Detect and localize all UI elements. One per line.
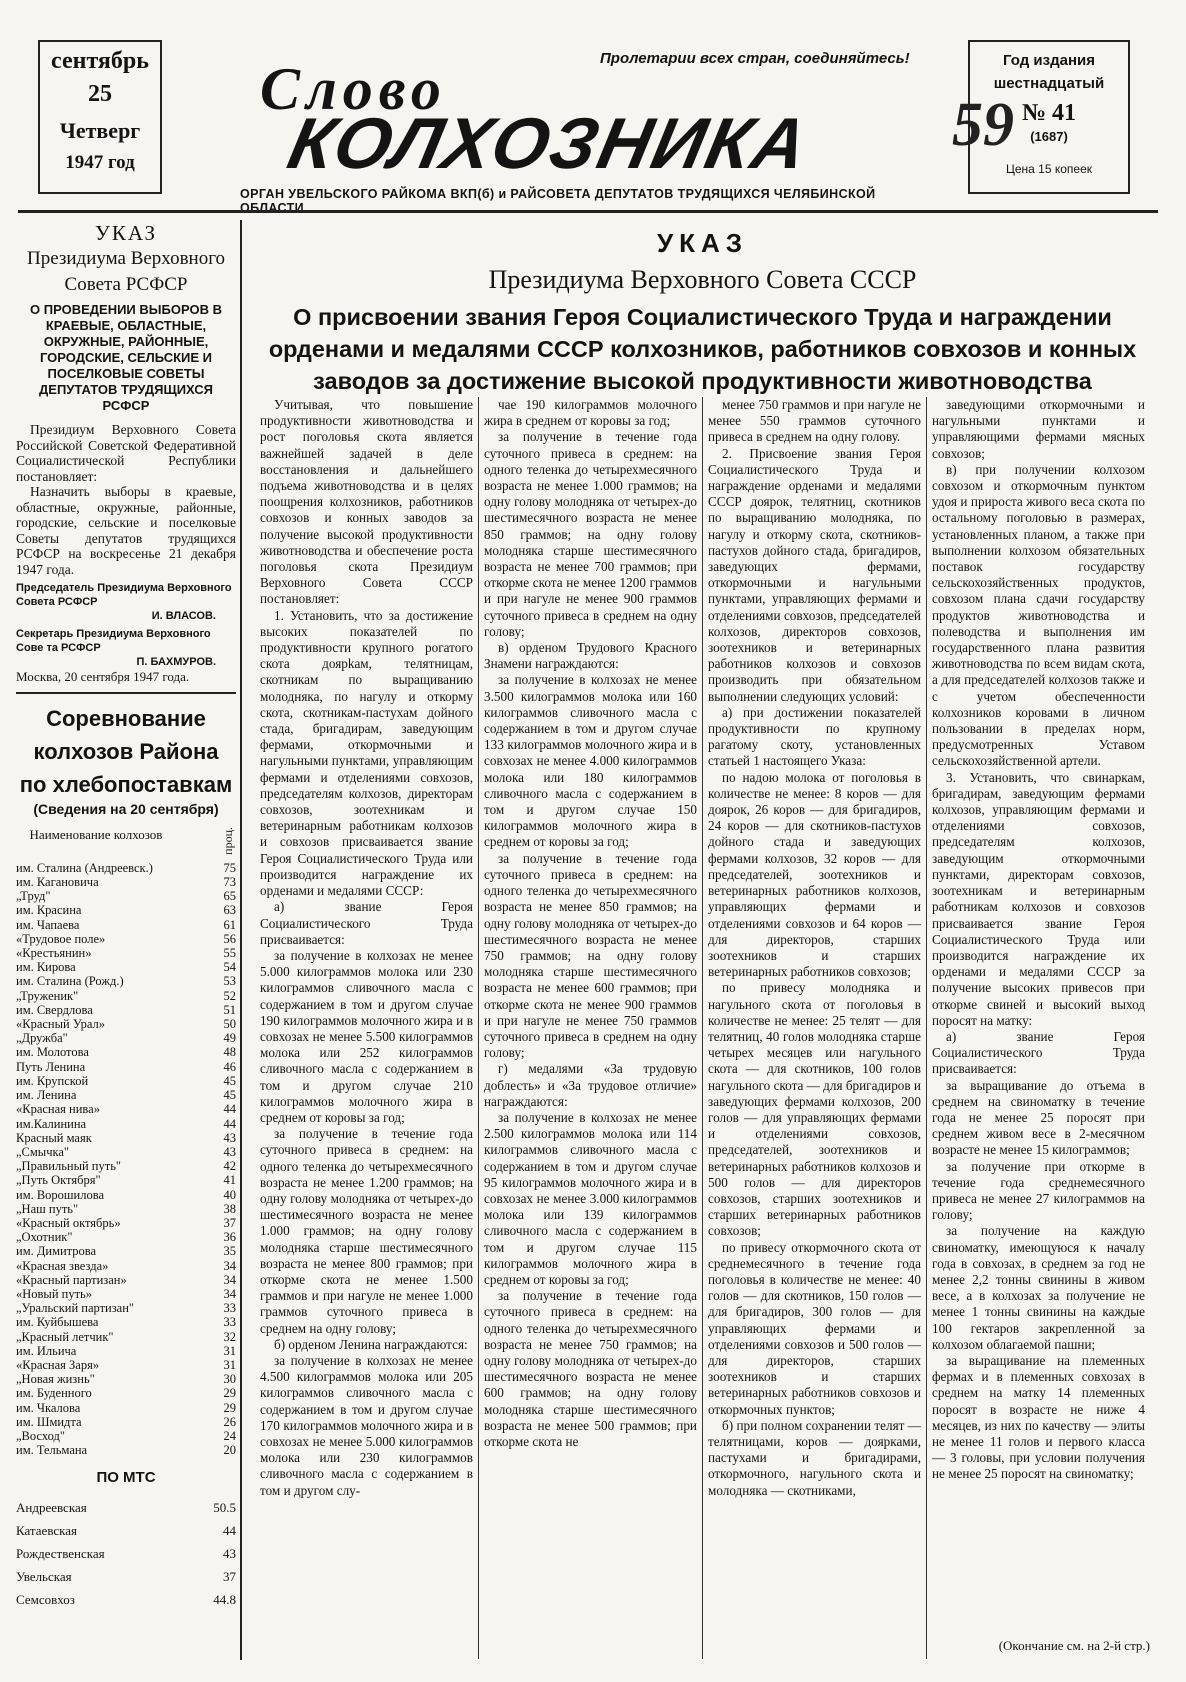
article-paragraph: а) звание Героя Социалистического Труда присваивается: [932,1028,1145,1077]
rsfsr-soviet: Совета РСФСР [64,274,188,295]
article-paragraph: за выращивание на племенных фермах и в племенных совхозах в среднем на матку 14 племенных поросят в возрасте не ниже 4 месяцев, из них по качеству — элиты не менее 11 голов и первого класса — 3 головы, при условии получения не менее 25 поросят на свиноматку; [932,1352,1145,1482]
signer-2 [16,627,236,669]
mts-row-pct: 50.5 [213,1500,236,1516]
kolkhoz-row-name: «Красный партизан» [16,1272,127,1287]
article-paragraph: за получение в течение года суточного привеса в среднем: на одного теленка до четырехмесячного возраста не менее 1.000 граммов; на одну голову молодняка от четырех-до шестимесячного возраста не менее 850 граммов; на одну голову молодняка старше шестимесячного возраста не менее 700 граммов; при откорме скота не менее 1200 граммов и при нагуле не менее 900 граммов суточного привеса в среднем на одну голову; [484,429,697,639]
kolkhoz-row-name: «Красная нива» [16,1102,100,1117]
kolkhoz-col-pct: проц. [221,827,235,855]
article-paragraph: за получение при откорме в течение года среднемесячного привеса не менее 27 килограммов на голову; [932,1158,1145,1223]
kolkhoz-row-name: им. Свердлова [16,1002,93,1017]
kolkhoz-row-pct: 44 [223,1102,236,1117]
kolkhoz-row [16,1017,236,1031]
kolkhoz-row-pct: 50 [223,1017,236,1032]
kolkhoz-row-pct: 53 [223,974,236,989]
kolkhoz-row [16,1358,236,1372]
mts-row-name: Катаевская [16,1523,78,1539]
handwritten-mark: 59 [952,91,1014,159]
article-paragraph: за получение в колхозах не менее 3.500 килограммов молока или 160 килограммов сливочного масла с содержанием в том и другом случае 133 килограммов молочного жира и в совхозах не менее 4.000 килограммов молока или 180 килограммов сливочного масла с содержанием в том и другом случае 150 килограммов молочного жира в среднем от коровы за год; [484,672,697,850]
article-paragraph: 2. Присвоение звания Героя Социалистического Труда и награждение орденами и медалями СССР доярок, телятниц, скотников по выращиванию молодняка, по нагулу и откорму скота, скотников-пастухов дойного стада, бригадиров, заведующих фермами, откормочными и нагульными пунктами, управляющих фермами и отделениями совхозов, председателей колхозов, директоров совхозов, зоотехников и ветеринарных работников колхозов и совхозов производить при обязательном выполнении следующих условий: [708,445,921,704]
mts-row-pct: 44.8 [213,1592,236,1608]
kolkhoz-row-pct: 55 [223,946,236,961]
signer-2-name: П. БАХМУРОВ. [136,656,216,668]
signer-2-title: Секретарь Президиума Верховного Сове та РСФСР [16,628,211,654]
motto: Пролетарии всех стран, соединяйтесь! [600,50,910,67]
kolkhoz-row [16,1117,236,1131]
article-paragraph: чае 190 килограммов молочного жира в среднем от коровы за год; [484,397,697,429]
kolkhoz-row-pct: 31 [223,1357,236,1372]
kolkhoz-row-name: им. Куйбышева [16,1315,99,1330]
kolkhoz-row-pct: 75 [223,860,236,875]
date-month: сентябрь [51,48,149,74]
kolkhoz-row [16,903,236,917]
kolkhoz-row-pct: 33 [223,1301,236,1316]
kolkhoz-row-name: им. Молотова [16,1045,89,1060]
kolkhoz-row [16,1259,236,1273]
article-paragraph: 3. Установить, что свинаркам, бригадирам, заведующим фермами колхозов, управляющим фермами и отделениями совхозов, председателям колхозов, заведующим откормочными пунктами, директорам совхозов, зоотехникам и ветеринарным работникам колхозов и совхозов присваивается звание Героя Социалистического Труда или производится награждение их орденами и медалями СССР за получение высоких привесов при откорме свиней и высокий выход поросят на матку: [932,769,1145,1028]
article-paragraph: в) орденом Трудового Красного Знамени награждаются: [484,640,697,672]
newspaper-logo [230,55,950,195]
kolkhoz-row [16,1372,236,1386]
kolkhoz-row-pct: 45 [223,1088,236,1103]
article-paragraph: за получение в течение года суточного привеса в среднем: на одного теленка до четырехмесячного возраста не менее 850 граммов; на одну голову молодняка от четырех-до шестимесячного возраста не менее 750 граммов; на одну голову молодняка старше шестимесячного возраста не менее 600 граммов; при откорме скота не менее 900 граммов и при нагуле не менее 750 граммов суточного привеса в среднем на одну голову; [484,850,697,1061]
article-paragraph: за получение в течение года суточного привеса в среднем: на одного теленка до четырехмесячного возраста не менее 750 граммов; на одну голову молодняка от четырех-до шестимесячного возраста не менее 600 граммов; на одну голову молодняка старше шестимесячного возраста не менее 500 граммов; при откорме скота не [484,1288,697,1449]
kolkhoz-row-pct: 31 [223,1343,236,1358]
kolkhoz-row-name: им. Сталина (Андреевск.) [16,860,153,875]
kolkhoz-row-name: „Наш путь" [16,1201,79,1216]
kolkhoz-row-pct: 35 [223,1244,236,1259]
article-paragraph: а) звание Героя Социалистического Труда присваивается: [260,899,473,947]
kolkhoz-row [16,1301,236,1315]
masthead-rule [18,210,1158,213]
kolkhoz-row [16,1216,236,1230]
kolkhoz-row-pct: 20 [223,1443,236,1458]
kolkhoz-row-name: им. Кирова [16,960,76,975]
kolkhoz-row-name: им. Сталина (Рожд.) [16,974,124,989]
continuation-note: (Окончание см. на 2-й стр.) [998,1638,1150,1653]
kolkhoz-row-name: им. Красина [16,903,82,918]
kolkhoz-row-name: «Трудовое поле» [16,931,106,946]
signer-1-name: И. ВЛАСОВ. [151,610,216,622]
kolkhoz-row [16,1443,236,1457]
kolkhoz-row-name: „Правильный путь" [16,1159,122,1174]
article-paragraph: менее 750 граммов и при нагуле не менее 550 граммов суточного привеса в среднем на одну голову. [708,397,921,445]
kolkhoz-row [16,960,236,974]
logo-word-1: Слово [260,56,447,122]
article-paragraph: в) при получении колхозом совхозом и откормочным пунктом удоя и прироста живого веса скота по остальному поголовью в размерах, установленных планом, а также при выполнении колхозом обязательных поставок государству сельскохозяйственных продуктов, совхозом плана сдачи государству продуктов животноводства и полеводства и выполнения им государственного плана развития животноводства по всем видам скота, а для председателей колхозов также и с учетом обеспеченности колхозников коровами в личном пользовании в пределах норм, предусмотренных Уставом сельскохозяйственной артели. [932,461,1145,769]
kolkhoz-row-name: „Труд" [16,889,51,904]
kolkhoz-row [16,1188,236,1202]
kolkhoz-row-pct: 24 [223,1428,236,1443]
kolkhoz-row-pct: 65 [223,889,236,904]
year-label: Год издания [1003,52,1095,69]
kolkhoz-row-pct: 73 [223,875,236,890]
mts-row [16,1496,236,1519]
kolkhoz-row-pct: 42 [223,1159,236,1174]
kolkhoz-row-pct: 41 [223,1173,236,1188]
article-paragraph: по привесу откормочного скота от среднемесячного в течение года поголовья в количестве не менее: 40 голов — для скотников, 150 голов — для бригадиров, 300 голов — для управляющих фермами и отделениями совхозов и 500 голов — для директоров, старших зоотехников и старших ветеринарных работников совхозов и откормочных пунктов; [708,1239,921,1417]
date-box [38,40,162,194]
kolkhoz-row [16,1102,236,1116]
kolkhoz-row [16,1045,236,1059]
mts-row [16,1588,236,1611]
mts-row [16,1519,236,1542]
mts-row-name: Семсовхоз [16,1592,75,1608]
kolkhoz-row-name: „Смычка" [16,1144,70,1159]
price: Цена 15 копеек [1005,162,1093,176]
article-paragraph: б) орденом Ленина награждаются: [274,1336,468,1352]
article-paragraph: за получение в колхозах не менее 5.000 килограммов молока или 230 килограммов сливочного масла с содержанием в том и другом случае 190 килограммов молочного жира и в совхозах не менее 5.500 килограммов молока или 252 килограммов сливочного масла с содержанием в том и другом случае 210 килограммов молочного жира в среднем от коровы за год; [260,947,473,1125]
competition-title-2: колхозов Района [33,739,219,764]
kolkhoz-row [16,1145,236,1159]
kolkhoz-row-pct: 32 [223,1329,236,1344]
kolkhoz-row-pct: 46 [223,1059,236,1074]
competition-title [16,702,236,801]
left-column [16,220,236,1660]
kolkhoz-row [16,1401,236,1415]
rsfsr-decree-heading: О ПРОВЕДЕНИИ ВЫБОРОВ В КРАЕВЫЕ, ОБЛАСТНЫЕ, ОКРУЖНЫЕ, РАЙОННЫЕ, ГОРОДСКИЕ, СЕЛЬСКИЕ И ПОСЕЛКОВЫЕ СОВЕТЫ ДЕПУТАТОВ ТРУДЯЩИХСЯ РСФСР [30,302,222,413]
kolkhoz-row [16,1344,236,1358]
mts-row [16,1565,236,1588]
mts-row-name: Рождественская [16,1546,105,1562]
kolkhoz-list [16,861,236,1458]
kolkhoz-row-pct: 26 [223,1414,236,1429]
signer-1 [16,581,236,623]
kolkhoz-row-pct: 49 [223,1031,236,1046]
competition-subtitle: (Сведения на 20 сентября) [33,801,219,817]
article-paragraph: Учитывая, что повышение продуктивности животноводства и рост поголовья скота является важнейшей задачей в деле восстановления и дальнейшего подъема животноводства и в целях поощрения колхозников, работников совхозов и конных заводов за получение высокой продуктивности животноводства и обеспечение роста поголовья скота Президиум Верховного Совета СССР постановляет: [260,397,473,607]
kolkhoz-row [16,1230,236,1244]
kolkhoz-row-pct: 43 [223,1130,236,1145]
rsfsr-presidium: Президиума Верховного [26,248,226,269]
article-column-1 [255,397,478,1659]
kolkhoz-row [16,932,236,946]
kolkhoz-row-pct: 34 [223,1258,236,1273]
date-year: 1947 год [65,152,135,173]
date-weekday: Четверг [59,118,141,143]
kolkhoz-row-name: „Охотник" [16,1230,73,1245]
main-article [245,220,1160,1660]
kolkhoz-row-name: им. Димитрова [16,1244,97,1259]
ussr-presidium: Президиума Верховного Совета СССР [488,265,917,294]
kolkhoz-row-name: «Красная Заря» [16,1357,100,1372]
kolkhoz-row-pct: 34 [223,1272,236,1287]
kolkhoz-row [16,1330,236,1344]
kolkhoz-row-pct: 43 [223,1144,236,1159]
kolkhoz-row [16,1060,236,1074]
kolkhoz-row-name: им. Кагановича [16,875,99,890]
ussr-ukaz: УКАЗ [656,228,749,258]
kolkhoz-row [16,1159,236,1173]
article-paragraph: по привесу молодняка и нагульного скота от поголовья в количестве не менее: 25 телят — для телятниц, 40 голов молодняка старше четырех месяцев или нагульного скота — для скотников, 100 голов нагульного скота — для бригадиров и заведующих фермами колхозов, 200 голов — для управляющих фермами и отделениями совхозов, председателей, зоотехников и ветеринарных работников колхозов и 500 голов — для директоров совхозов, старших зоотехников и старших ветеринарных работников совхозов; [708,980,921,1239]
article-headline: О присвоении звания Героя Социалистического Труда и награждении орденами и медалями СССР колхозников, работников совхозов и конных заводов за достижение высокой продуктивности животноводства [268,304,1137,394]
issue-number: № 41 [1021,100,1077,126]
kolkhoz-row-pct: 45 [223,1073,236,1088]
kolkhoz-row-name: им. Ленина [16,1088,77,1103]
article-paragraph: за получение в колхозах не менее 4.500 килограммов молока или 205 килограммов сливочного масла с содержанием в том и другом случае 170 килограммов молочного жира и в совхозах не менее 5.000 килограммов молока или 230 килограммов сливочного масла с содержанием в том и другом слу- [260,1352,473,1498]
mts-row-pct: 43 [223,1546,236,1562]
kolkhoz-row-pct: 48 [223,1045,236,1060]
article-paragraph: г) медалями «За трудовую доблесть» и «За трудовое отличие» награждаются: [484,1061,697,1109]
kolkhoz-row-pct: 36 [223,1230,236,1245]
kolkhoz-row-pct: 29 [223,1386,236,1401]
article-paragraph: по надою молока от поголовья в количестве не менее: 8 коров — для доярок, 26 коров — для бригадиров, 24 коров — для скотников-пастухов дойного стада и заведующих фермами колхозов, 32 коров — для председателей, зоотехников и ветеринарных работников колхозов, управляющих фермами и отделениями совхозов и 64 коров — для директоров, старших зоотехников и старших ветеринарных работников совхозов; [708,769,921,980]
article-paragraph: заведующими откормочными и нагульными пунктами и управляющими фермами мясных совхозов; [932,397,1145,461]
kolkhoz-row-name: „Уральский партизан" [16,1301,135,1316]
article-paragraph: б) при полном сохранении телят — телятницами, коров — доярками, пастухами и бригадирами, откормочного, нагульного скота и молодняка — скотниками, [708,1417,921,1498]
kolkhoz-row [16,974,236,988]
kolkhoz-row-pct: 61 [223,917,236,932]
kolkhoz-row-name: „Новая жизнь" [16,1372,95,1387]
kolkhoz-row-pct: 37 [223,1215,236,1230]
kolkhoz-row-name: им.Калинина [16,1116,87,1131]
mts-row-name: Увельская [16,1569,72,1585]
organ-line: ОРГАН УВЕЛЬСКОГО РАЙКОМА ВКП(б) и РАЙСОВЕТА ДЕПУТАТОВ ТРУДЯЩИХСЯ ЧЕЛЯБИНСКОЙ ОБЛАСТИ [240,187,876,215]
kolkhoz-row-name: им. Буденного [16,1386,92,1401]
article-columns [255,397,1155,1659]
column-rule [240,220,242,1660]
kolkhoz-row [16,1173,236,1187]
competition-title-3: по хлебопоставкам [19,772,233,797]
kolkhoz-row-name: им. Крупской [16,1073,89,1088]
kolkhoz-row [16,918,236,932]
kolkhoz-row-name: Красный маяк [16,1130,92,1145]
kolkhoz-row [16,1287,236,1301]
divider [16,692,236,694]
kolkhoz-row [16,889,236,903]
mts-list [16,1496,236,1611]
kolkhoz-row-name: „Путь Октября" [16,1173,101,1188]
mts-row [16,1542,236,1565]
logo-word-2: КОЛХОЗНИКА [281,104,816,184]
kolkhoz-row-pct: 63 [223,903,236,918]
kolkhoz-row [16,1415,236,1429]
article-column-4 [926,397,1150,1659]
kolkhoz-row [16,1244,236,1258]
mts-row-pct: 44 [223,1523,236,1539]
kolkhoz-row-pct: 38 [223,1201,236,1216]
article-paragraph: за выращивание до отъема в среднем на свиноматку в течение года не менее 25 поросят при среднем живом весе в 2-месячном возрасте не менее 15 килограммов; [932,1077,1145,1158]
year-value: шестнадцатый [993,75,1105,92]
article-column-2 [478,397,702,1659]
mts-row-name: Андреевская [16,1500,87,1516]
kolkhoz-row-pct: 54 [223,960,236,975]
kolkhoz-row-pct: 34 [223,1286,236,1301]
kolkhoz-row-name: «Красный Урал» [16,1017,105,1032]
kolkhoz-row [16,1386,236,1400]
kolkhoz-row-name: „Труженик" [16,988,79,1003]
kolkhoz-row-pct: 51 [223,1002,236,1017]
kolkhoz-row [16,1003,236,1017]
kolkhoz-row [16,1273,236,1287]
issue-total: (1687) [1030,129,1068,144]
rsfsr-decree-title [16,220,236,298]
kolkhoz-row-name: „Дружба" [16,1031,68,1046]
kolkhoz-row-pct: 33 [223,1315,236,1330]
competition-title-1: Соревнование [46,706,206,731]
kolkhoz-col-name: Наименование колхозов [29,827,163,842]
kolkhoz-row [16,1315,236,1329]
kolkhoz-row [16,1088,236,1102]
kolkhoz-row [16,1074,236,1088]
kolkhoz-row-name: им. Шмидта [16,1414,82,1429]
kolkhoz-row-name: им. Ильича [16,1343,77,1358]
kolkhoz-table-header [16,827,236,855]
kolkhoz-row [16,1202,236,1216]
kolkhoz-row [16,861,236,875]
kolkhoz-row-pct: 40 [223,1187,236,1202]
mts-title: ПО МТС [96,1469,156,1487]
kolkhoz-row-pct: 52 [223,988,236,1003]
kolkhoz-row-pct: 30 [223,1372,236,1387]
article-paragraph: за получение на каждую свиноматку, имеющуюся к началу года в совхозах, в среднем за год не менее 2,2 тонны свинины в живом весе, а в колхозах за получение не менее 1 тонны свинины на каждые 100 гектаров закрепленной за колхозом облагаемой пашни; [932,1223,1145,1352]
kolkhoz-row [16,875,236,889]
kolkhoz-row-pct: 44 [223,1116,236,1131]
kolkhoz-row [16,989,236,1003]
article-column-3 [702,397,926,1659]
place-date: Москва, 20 сентября 1947 года. [16,669,190,684]
kolkhoz-row-name: „Восход" [16,1428,65,1443]
mts-row-pct: 37 [223,1569,236,1585]
kolkhoz-row-name: им. Ворошилова [16,1187,105,1202]
kolkhoz-row-name: «Крестьянин» [16,946,92,961]
article-paragraph: а) при достижении показателей продуктивности по крупному рагатому скоту, установленных статьей 1 настоящего Указа: [708,704,921,769]
kolkhoz-row-name: им. Чапаева [16,917,80,932]
kolkhoz-row-name: им. Тельмана [16,1443,88,1458]
kolkhoz-row-name: „Красный летчик" [16,1329,114,1344]
kolkhoz-row-name: «Красная звезда» [16,1258,109,1273]
kolkhoz-row-name: «Красный октябрь» [16,1215,121,1230]
kolkhoz-row-pct: 56 [223,931,236,946]
rsfsr-decree-body-1: Президиум Верховного Совета Российской Советской Федеративной Социалистической Республики постановляет: [16,422,236,484]
date-day: 25 [88,81,112,107]
article-paragraph: за получение в течение года суточного привеса в среднем: на одного теленка до четырехмесячного возраста не менее 1.200 граммов; на одну голову молодняка от четырех-до шестимесячного возраста не менее 1.000 граммов; на одну голову молодняка старше шестимесячного возраста не менее 800 граммов; при откорме скота не менее 1.500 граммов и при нагуле не менее 1.000 граммов суточного привеса в среднем на одну голову; [260,1126,473,1336]
signer-1-title: Председатель Президиума Верховного Совета РСФСР [16,582,232,608]
rsfsr-decree-body-2: Назначить выборы в краевые, областные, окружные, районные, городские, сельские и поселковые Советы депутатов трудящихся РСФСР на воскресенье 21 декабря 1947 года. [16,484,236,577]
kolkhoz-row [16,1429,236,1443]
kolkhoz-row-pct: 29 [223,1400,236,1415]
rsfsr-ukaz: УКАЗ [94,221,158,245]
kolkhoz-row-name: им. Чкалова [16,1400,81,1415]
kolkhoz-row [16,1131,236,1145]
article-paragraph: за получение в колхозах не менее 2.500 килограммов молока или 114 килограммов сливочного масла с содержанием в том и другом случае 95 килограммов молочного жира и в совхозах не менее 3.000 килограммов молока или 139 килограммов сливочного масла с содержанием в том и другом случае 115 килограммов молочного жира в среднем от коровы за год; [484,1109,697,1287]
kolkhoz-row-name: Путь Ленина [16,1059,86,1074]
kolkhoz-row [16,946,236,960]
article-paragraph: 1. Установить, что за достижение высоких показателей по продуктивности крупного рогатого скота доярkам, телятницам, скотникам по выращиванию молодняка, по нагулу и откорму скота, скотникам-пастухам дойного стада, бригадирам, заведующим фермами, откормочными и нагульными пунктами, управляющим фермами и отделениями совхозов, председателям колхозов, директорам совхозов, зоотехникам и ветеринарным работникам колхозов и совхозов присваивается звание Героя Социалистического Труда или производится награждение их орденами и медалями СССР: [260,607,473,899]
kolkhoz-row-name: «Новый путь» [16,1286,92,1301]
kolkhoz-row [16,1031,236,1045]
